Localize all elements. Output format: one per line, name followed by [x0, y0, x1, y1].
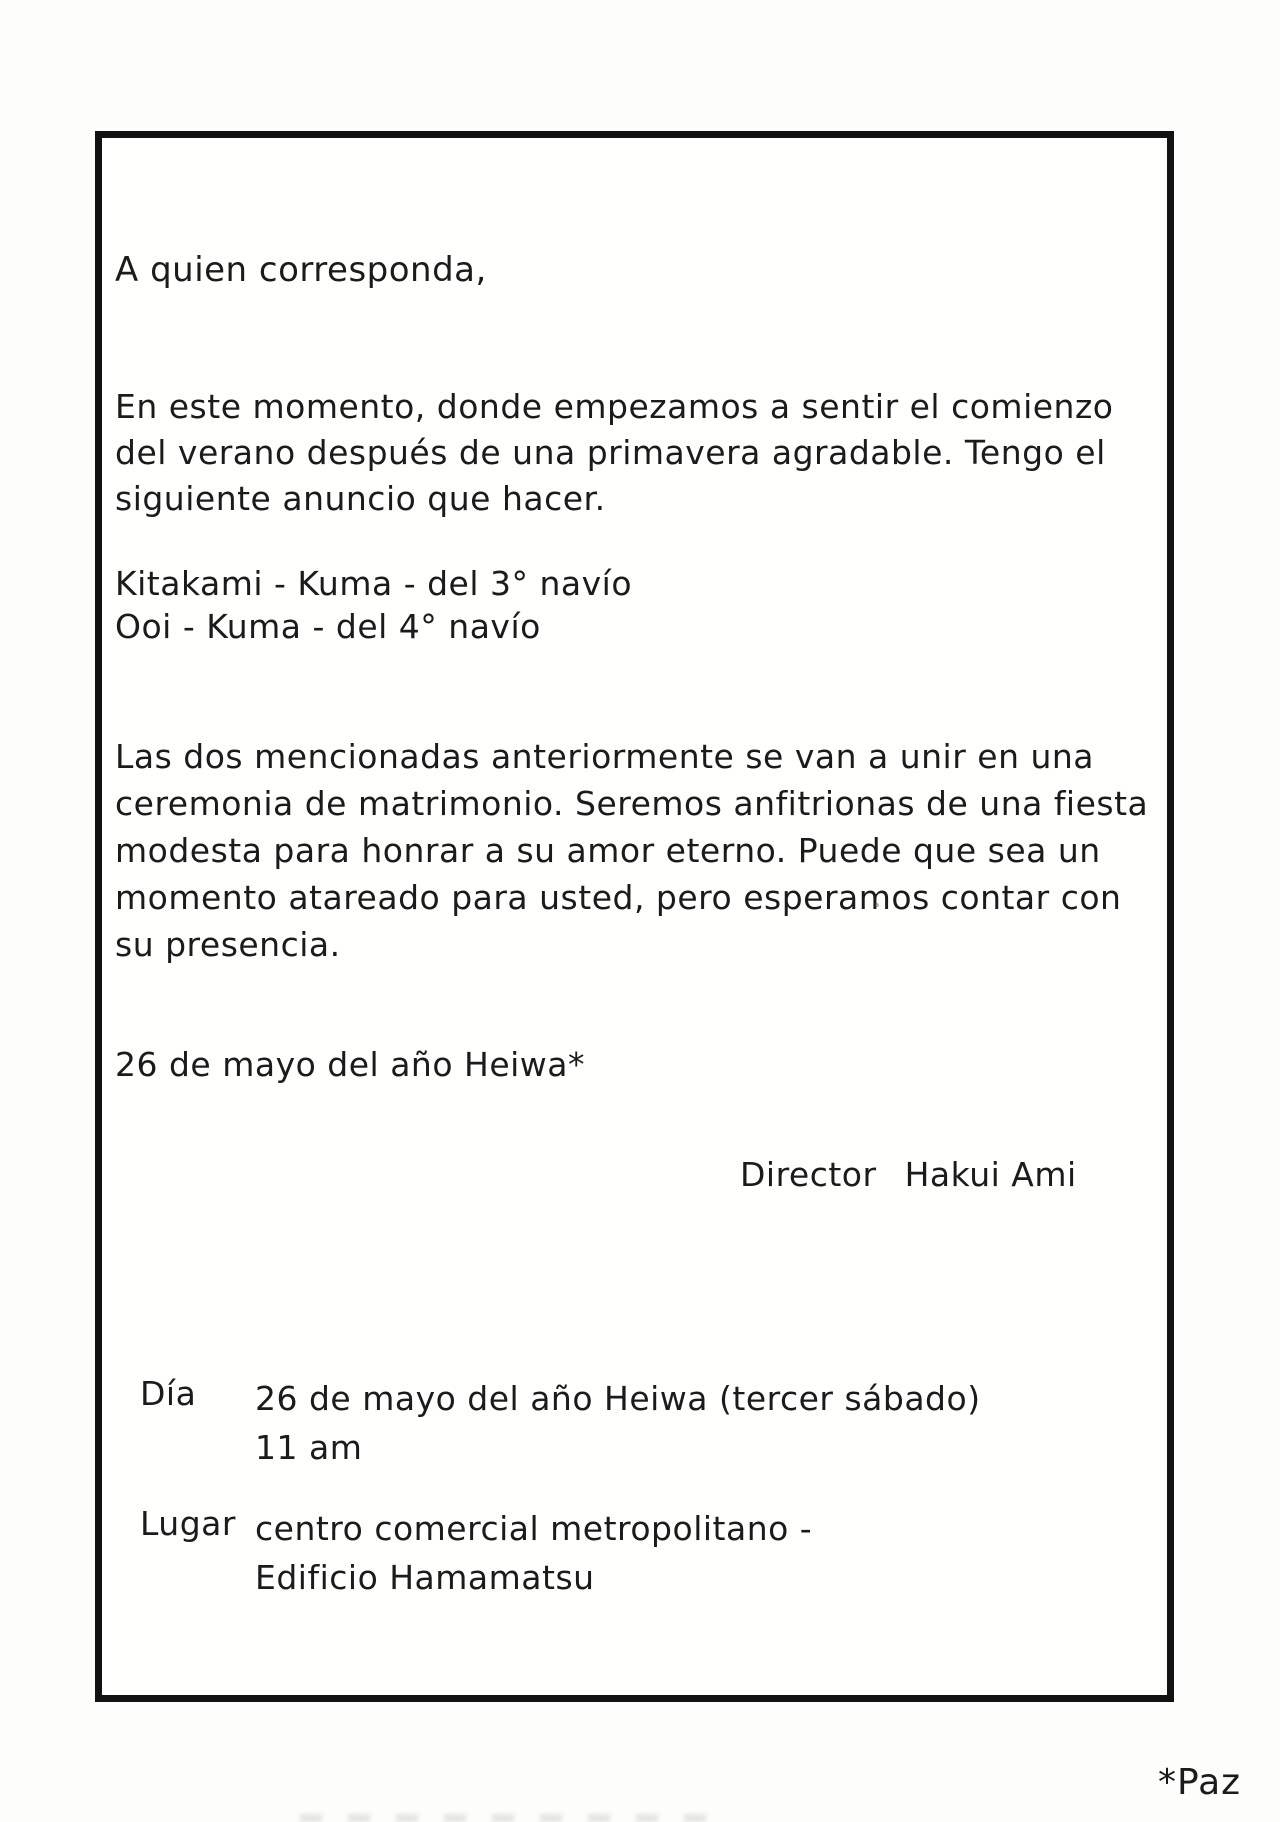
detail-value-place [255, 1504, 812, 1602]
ship-line: Kitakami - Kuma - del 3° navío [115, 564, 633, 603]
text-line: su presencia. [115, 925, 341, 964]
text-line: del verano después de una primavera agradable. Tengo el [115, 433, 1106, 472]
text-line: momento atareado para usted, pero esperamos contar con [115, 878, 1122, 917]
text-line: modesta para honrar a su amor eterno. Puede que sea un [115, 831, 1101, 870]
text-line: ceremonia de matrimonio. Seremos anfitrionas de una fiesta [115, 784, 1149, 823]
letter-date: 26 de mayo del año Heiwa* [115, 1045, 586, 1084]
detail-label-day: Día [140, 1374, 197, 1413]
detail-label-place: Lugar [140, 1504, 236, 1543]
ship-line: Ooi - Kuma - del 4° navío [115, 607, 541, 646]
scan-artifact-smudge [300, 1814, 720, 1822]
text-line: centro comercial metropolitano - [255, 1509, 813, 1548]
text-line: Edificio Hamamatsu [255, 1558, 595, 1597]
paragraph-intro [115, 384, 1113, 522]
text-line: siguiente anuncio que hacer. [115, 479, 606, 518]
detail-value-day [255, 1374, 981, 1472]
paragraph-announcement [115, 733, 1148, 968]
scan-artifact-dot [875, 903, 879, 907]
text-line: En este momento, donde empezamos a sentir el comienzo [115, 387, 1114, 426]
translator-note: *Paz [1158, 1762, 1242, 1803]
text-line: 26 de mayo del año Heiwa (tercer sábado) [255, 1379, 981, 1418]
ship-name-list [115, 562, 632, 648]
text-line: Las dos mencionadas anteriormente se van a unir en una [115, 737, 1095, 776]
salutation: A quien corresponda, [115, 250, 487, 290]
signature-name: Hakui Ami [904, 1155, 1077, 1194]
text-line: 11 am [255, 1428, 363, 1467]
signature [740, 1152, 1077, 1198]
signature-title: Director [740, 1155, 877, 1194]
